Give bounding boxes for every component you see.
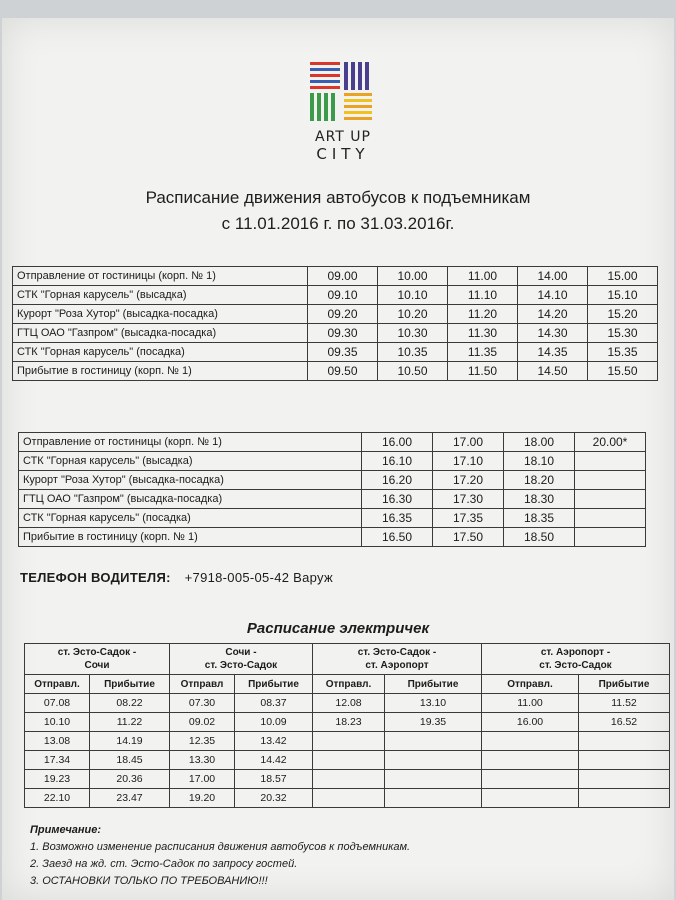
train-time <box>385 789 482 808</box>
departure-time: 15.20 <box>588 305 658 324</box>
train-time: 08.37 <box>235 694 313 713</box>
departure-time: 18.10 <box>504 452 575 471</box>
route-header <box>170 644 313 675</box>
train-time: 20.32 <box>235 789 313 808</box>
logo-text-line2: CITY <box>316 145 370 163</box>
train-time: 12.35 <box>170 732 235 751</box>
table-row <box>13 362 658 381</box>
departure-time: 18.00 <box>504 433 575 452</box>
train-time: 16.00 <box>482 713 579 732</box>
table-row <box>13 305 658 324</box>
route-from: ст. Эсто-Садок - <box>357 647 437 658</box>
train-time: 23.47 <box>90 789 170 808</box>
notes <box>30 822 410 890</box>
train-time: 07.30 <box>170 694 235 713</box>
departure-time: 14.30 <box>518 324 588 343</box>
departure-time: 16.30 <box>362 490 433 509</box>
train-time: 07.08 <box>25 694 90 713</box>
departure-time: 16.35 <box>362 509 433 528</box>
train-time: 10.09 <box>235 713 313 732</box>
bus-schedule-period: с 11.01.2016 г. по 31.03.2016г. <box>221 214 455 233</box>
departure-time: 17.00 <box>433 433 504 452</box>
stop-name: Курорт "Роза Хутор" (высадка-посадка) <box>19 471 362 490</box>
departure-time: 15.35 <box>588 343 658 362</box>
train-time <box>385 732 482 751</box>
departure-time: 11.30 <box>448 324 518 343</box>
subheader-row <box>25 675 670 694</box>
train-time <box>482 770 579 789</box>
train-time: 11.22 <box>90 713 170 732</box>
train-time: 11.00 <box>482 694 579 713</box>
departure-time: 16.20 <box>362 471 433 490</box>
stop-name: Прибытие в гостиницу (корп. № 1) <box>13 362 308 381</box>
departure-time: 20.00* <box>575 433 646 452</box>
train-time: 18.23 <box>313 713 385 732</box>
train-time <box>482 789 579 808</box>
departure-time: 11.35 <box>448 343 518 362</box>
train-time <box>482 751 579 770</box>
table-row <box>19 528 646 547</box>
train-time: 17.34 <box>25 751 90 770</box>
table-row <box>25 751 670 770</box>
column-header: Прибытие <box>235 675 313 694</box>
train-time <box>313 789 385 808</box>
stop-name: Отправление от гостиницы (корп. № 1) <box>13 267 308 286</box>
departure-time: 15.30 <box>588 324 658 343</box>
departure-time <box>575 509 646 528</box>
departure-time: 17.35 <box>433 509 504 528</box>
route-to: Сочи <box>84 660 110 671</box>
train-time <box>579 789 670 808</box>
departure-time: 09.20 <box>308 305 378 324</box>
column-header: Отправл. <box>25 675 90 694</box>
table-row <box>25 789 670 808</box>
note-item: 2. Заезд на жд. ст. Эсто-Садок по запросу гостей. <box>30 858 298 870</box>
stop-name: ГТЦ ОАО "Газпром" (высадка-посадка) <box>13 324 308 343</box>
departure-time <box>575 528 646 547</box>
train-time: 13.10 <box>385 694 482 713</box>
train-time: 19.20 <box>170 789 235 808</box>
train-time: 14.42 <box>235 751 313 770</box>
departure-time: 11.50 <box>448 362 518 381</box>
departure-time: 16.50 <box>362 528 433 547</box>
departure-time: 11.20 <box>448 305 518 324</box>
route-header <box>482 644 670 675</box>
departure-time: 17.20 <box>433 471 504 490</box>
column-header: Отправл <box>170 675 235 694</box>
note-item: 3. ОСТАНОВКИ ТОЛЬКО ПО ТРЕБОВАНИЮ!!! <box>30 875 268 887</box>
table-row <box>19 509 646 528</box>
train-time: 13.30 <box>170 751 235 770</box>
table-row <box>25 732 670 751</box>
departure-time: 18.35 <box>504 509 575 528</box>
driver-phone <box>20 570 333 585</box>
departure-time: 17.50 <box>433 528 504 547</box>
column-header: Прибытие <box>385 675 482 694</box>
departure-time: 11.00 <box>448 267 518 286</box>
train-time <box>579 751 670 770</box>
table-row <box>19 471 646 490</box>
bus-table-morning <box>12 266 658 381</box>
train-time: 16.52 <box>579 713 670 732</box>
table-row <box>13 267 658 286</box>
route-header <box>25 644 170 675</box>
train-time: 19.35 <box>385 713 482 732</box>
table-row <box>19 452 646 471</box>
stop-name: Отправление от гостиницы (корп. № 1) <box>19 433 362 452</box>
notes-heading: Примечание: <box>30 824 102 836</box>
train-time: 09.02 <box>170 713 235 732</box>
stop-name: СТК "Горная карусель" (посадка) <box>13 343 308 362</box>
column-header: Отправл. <box>313 675 385 694</box>
departure-time: 15.00 <box>588 267 658 286</box>
table-row <box>13 343 658 362</box>
departure-time: 16.10 <box>362 452 433 471</box>
departure-time: 18.20 <box>504 471 575 490</box>
logo-text-line1: ART UP <box>315 129 371 145</box>
train-time <box>482 732 579 751</box>
table-row <box>25 694 670 713</box>
departure-time: 18.30 <box>504 490 575 509</box>
departure-time: 09.50 <box>308 362 378 381</box>
departure-time: 10.30 <box>378 324 448 343</box>
train-time <box>313 732 385 751</box>
train-time <box>385 751 482 770</box>
train-time: 22.10 <box>25 789 90 808</box>
train-schedule-title: Расписание электричек <box>246 620 430 637</box>
train-time: 11.52 <box>579 694 670 713</box>
departure-time: 11.10 <box>448 286 518 305</box>
departure-time: 09.10 <box>308 286 378 305</box>
departure-time: 15.50 <box>588 362 658 381</box>
departure-time: 14.20 <box>518 305 588 324</box>
departure-time: 14.50 <box>518 362 588 381</box>
departure-time: 16.00 <box>362 433 433 452</box>
driver-phone-number: +7918-005-05-42 Варуж <box>184 570 334 585</box>
departure-time: 09.00 <box>308 267 378 286</box>
train-time: 19.23 <box>25 770 90 789</box>
stop-name: СТК "Горная карусель" (высадка) <box>19 452 362 471</box>
stop-name: Курорт "Роза Хутор" (высадка-посадка) <box>13 305 308 324</box>
route-header-row <box>25 644 670 675</box>
departure-time: 10.20 <box>378 305 448 324</box>
train-time <box>313 751 385 770</box>
column-header: Отправл. <box>482 675 579 694</box>
departure-time: 14.00 <box>518 267 588 286</box>
departure-time: 14.35 <box>518 343 588 362</box>
departure-time: 17.10 <box>433 452 504 471</box>
route-from: ст. Эсто-Садок - <box>57 647 137 658</box>
train-time: 10.10 <box>25 713 90 732</box>
route-to: ст. Эсто-Садок <box>204 660 278 671</box>
bus-table-evening <box>18 432 646 547</box>
route-header <box>313 644 482 675</box>
route-from: Сочи - <box>225 647 257 658</box>
logo-icon <box>308 60 376 122</box>
route-to: ст. Эсто-Садок <box>539 660 612 671</box>
table-row <box>25 770 670 789</box>
note-item: 1. Возможно изменение расписания движения автобусов к подъемникам. <box>30 841 411 853</box>
train-time: 13.08 <box>25 732 90 751</box>
column-header: Прибытие <box>90 675 170 694</box>
departure-time: 09.30 <box>308 324 378 343</box>
column-header: Прибытие <box>579 675 670 694</box>
train-time: 14.19 <box>90 732 170 751</box>
table-row <box>19 490 646 509</box>
table-row <box>13 286 658 305</box>
train-time: 13.42 <box>235 732 313 751</box>
departure-time <box>575 452 646 471</box>
driver-phone-label: ТЕЛЕФОН ВОДИТЕЛЯ: <box>20 570 171 585</box>
train-time <box>579 732 670 751</box>
departure-time: 10.00 <box>378 267 448 286</box>
stop-name: Прибытие в гостиницу (корп. № 1) <box>19 528 362 547</box>
table-row <box>13 324 658 343</box>
train-table <box>24 643 670 808</box>
train-time: 20.36 <box>90 770 170 789</box>
train-time <box>579 770 670 789</box>
departure-time: 10.35 <box>378 343 448 362</box>
art-up-city-logo <box>308 60 378 163</box>
table-row <box>25 713 670 732</box>
train-time <box>385 770 482 789</box>
stop-name: ГТЦ ОАО "Газпром" (высадка-посадка) <box>19 490 362 509</box>
route-to: ст. Аэропорт <box>365 660 429 671</box>
stop-name: СТК "Горная карусель" (посадка) <box>19 509 362 528</box>
train-time: 08.22 <box>90 694 170 713</box>
train-time: 12.08 <box>313 694 385 713</box>
train-time: 18.45 <box>90 751 170 770</box>
departure-time: 15.10 <box>588 286 658 305</box>
train-time: 18.57 <box>235 770 313 789</box>
route-from: ст. Аэропорт - <box>540 647 611 658</box>
train-time: 17.00 <box>170 770 235 789</box>
departure-time: 10.10 <box>378 286 448 305</box>
departure-time: 18.50 <box>504 528 575 547</box>
table-row <box>19 433 646 452</box>
departure-time: 09.35 <box>308 343 378 362</box>
departure-time: 14.10 <box>518 286 588 305</box>
departure-time: 10.50 <box>378 362 448 381</box>
stop-name: СТК "Горная карусель" (высадка) <box>13 286 308 305</box>
departure-time <box>575 471 646 490</box>
train-time <box>313 770 385 789</box>
bus-schedule-title: Расписание движения автобусов к подъемникам <box>145 188 531 207</box>
departure-time <box>575 490 646 509</box>
departure-time: 17.30 <box>433 490 504 509</box>
